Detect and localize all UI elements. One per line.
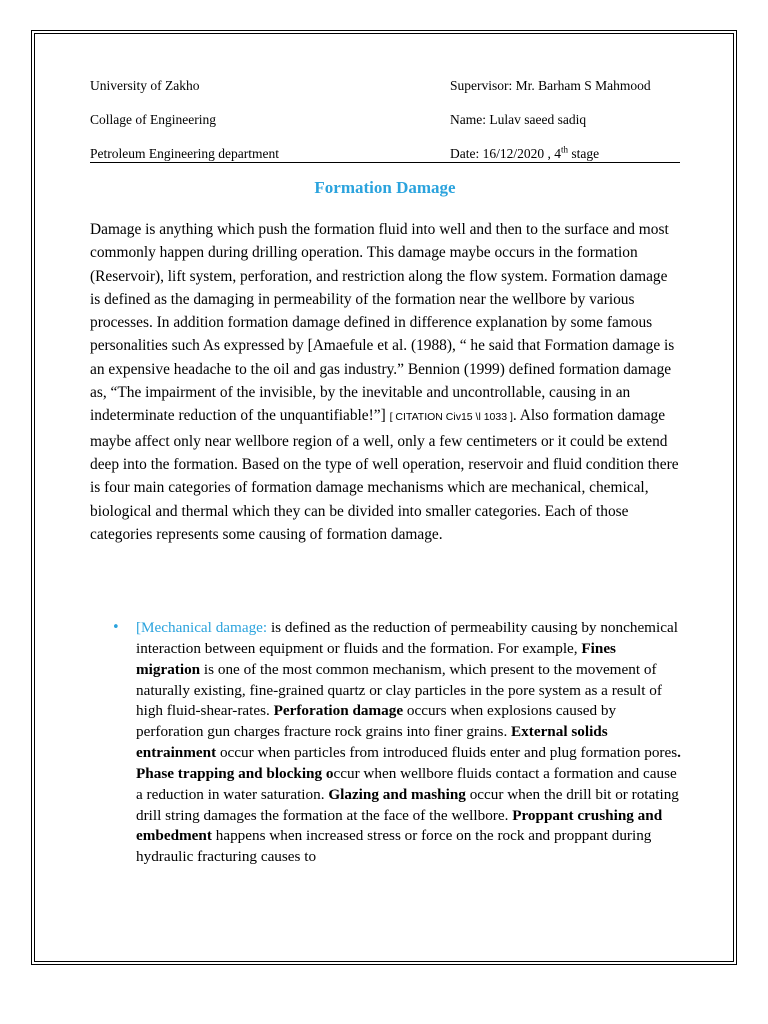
bullet-icon: • <box>112 620 120 635</box>
header-row-college <box>90 112 680 146</box>
bold-term: Proppant crushing and embedment <box>136 806 663 845</box>
intro-text: Damage is anything which push the formation fluid into well and then to the surface and most commonly happen during drilling operation. This damage maybe occurs in the formation (Reservoir), lift system, perforation, and restriction along the flow system. Formation damage is defined as the damaging in permeability of the formation near the wellbore by various processes. In addition formation damage defined in difference explanation by some famous personalities such As expressed by [Amaefule et al. (1988), “ he said that Formation damage is an expensive headache to the oil and gas industry.” Bennion (1999) defined formation damage as, “The impairment of the invisible, by the inevitable and uncontrollable, causing in an indeterminate reduction of the unquantifiable!”] <box>90 221 675 425</box>
department-name: Petroleum Engineering department <box>90 146 279 161</box>
student-name: Name: Lulav saeed sadiq <box>450 112 587 127</box>
bold-term: . Phase trapping and blocking o <box>136 744 681 782</box>
body-text: is defined as the reduction of permeability causing by nonchemical interaction between equipment or fluids and the formation. For example, <box>136 619 678 657</box>
body-text: ccur when wellbore fluids contact a formation and cause a reduction in water saturation. <box>136 764 677 803</box>
college-name: Collage of Engineering <box>90 112 216 127</box>
citation-field: [ CITATION Civ15 \l 1033 ] <box>389 411 513 424</box>
bold-term: External solids entrainment <box>136 723 608 762</box>
ordinal-suffix: th <box>561 144 569 155</box>
body-text: occur when particles from introduced fluids enter and plug formation pores <box>216 744 678 762</box>
bold-term: Fines migration <box>136 639 616 678</box>
header-divider <box>90 162 680 163</box>
stage-text: stage <box>568 146 600 161</box>
header-row-department <box>90 146 680 180</box>
supervisor-name: Supervisor: Mr. Barham S Mahmood <box>450 78 651 93</box>
mechanical-damage-heading: [Mechanical damage: <box>136 619 268 636</box>
list-item-mechanical-damage <box>90 618 682 868</box>
university-name: University of Zakho <box>90 78 200 93</box>
document-title: Formation Damage <box>314 178 456 197</box>
body-text: is one of the most common mechanism, which present to the movement of naturally existing, fine-grained quartz or clay particles in the pore system as a result of high fluid-shear-rates. <box>136 660 662 720</box>
mechanical-damage-body <box>136 619 681 865</box>
date-text: Date: 16/12/2020 , 4 <box>450 146 561 161</box>
bold-term: Perforation damage <box>273 702 404 720</box>
body-text: occur when the drill bit or rotating drill string damages the formation at the face of the wellbore. <box>136 785 679 824</box>
body-text: happens when increased stress or force on the rock and proppant during hydraulic fracturing causes to <box>136 827 652 866</box>
header-row-university <box>90 78 680 112</box>
intro-paragraph <box>90 218 680 546</box>
date-stage <box>450 146 599 162</box>
damage-category-list <box>90 618 682 868</box>
intro-text-continued: . Also formation damage maybe affect only near wellbore region of a well, only a few centimeters or it could be extend deep into the formation. Based on the type of well operation, reservoir and fluid condition there is four main categories of formation damage mechanisms which are mechanical, chemical, biological and thermal which they can be divided into smaller categories. Each of those categories represents some causing of formation damage. <box>90 407 679 543</box>
bold-term: Glazing and mashing <box>328 785 466 803</box>
body-text: occurs when explosions caused by perforation gun charges fracture rock grains into finer grains. <box>136 702 617 741</box>
document-header <box>90 78 680 180</box>
